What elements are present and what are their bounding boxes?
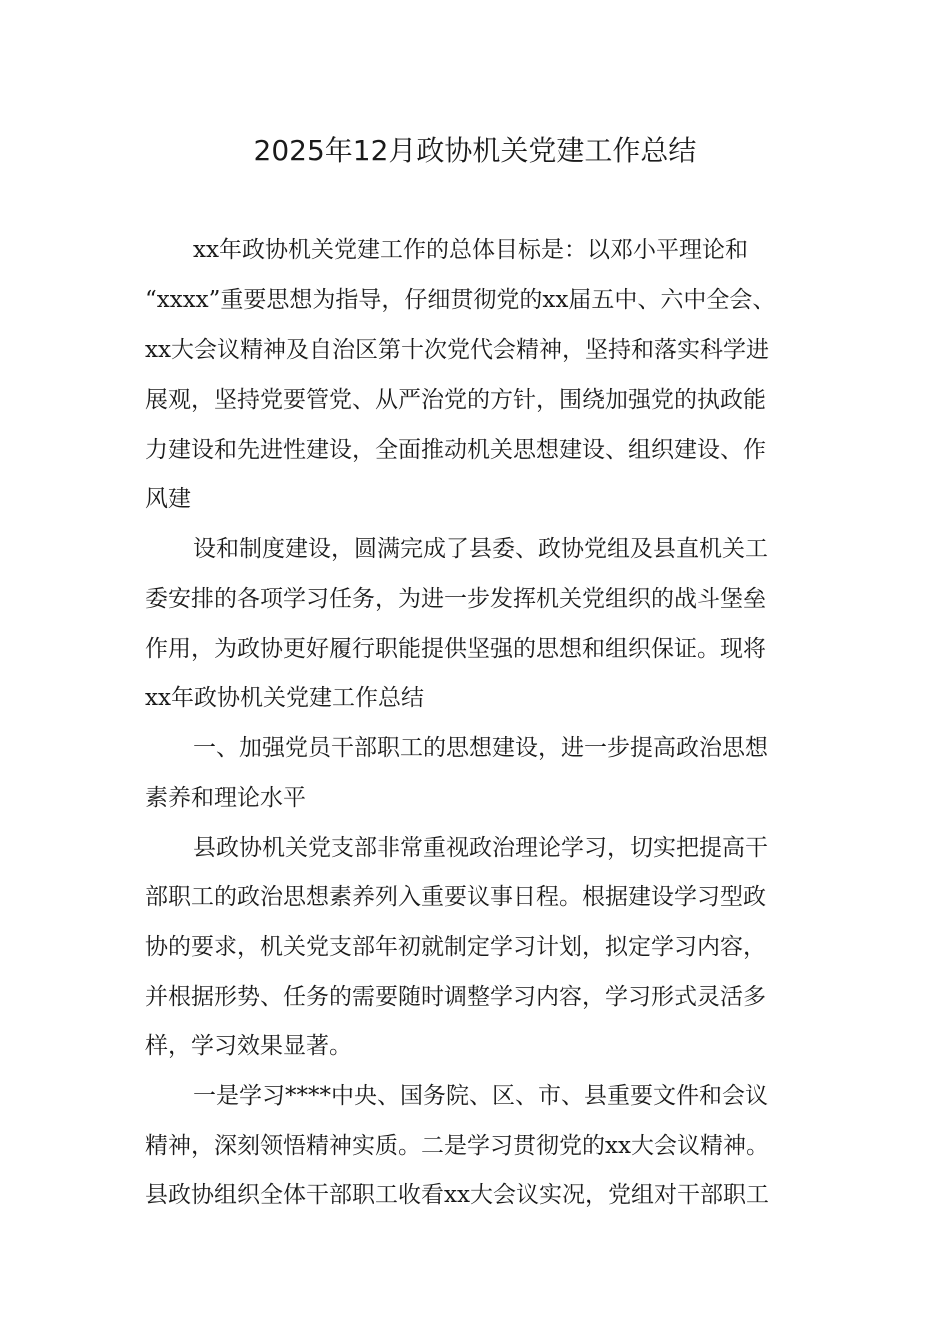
text-line-13-text: 县政协机关党支部非常重视政治理论学习，切实把提高干 [193, 835, 768, 861]
text-line-13 [0, 830, 950, 866]
text-line-9-text: 作用，为政协更好履行职能提供坚强的思想和组织保证。现将 [145, 636, 766, 662]
text-line-4-text: 展观，坚持党要管党、从严治党的方针，围绕加强党的执政能 [145, 387, 766, 413]
text-line-5-text: 力建设和先进性建设，全面推动机关思想建设、组织建设、作 [145, 437, 766, 463]
text-line-9 [0, 631, 950, 667]
text-line-20 [0, 1177, 950, 1213]
text-line-3-text: xx大会议精神及自治区第十次党代会精神，坚持和落实科学进 [145, 337, 769, 363]
text-line-11 [0, 730, 950, 766]
text-line-16 [0, 979, 950, 1015]
text-line-1 [0, 232, 950, 268]
text-line-20-text: 县政协组织全体干部职工收看xx大会议实况，党组对干部职工 [145, 1182, 769, 1208]
text-line-17-text: 样，学习效果显著。 [145, 1033, 352, 1059]
text-line-10 [0, 680, 950, 716]
text-line-4 [0, 382, 950, 418]
text-line-16-text: 并根据形势、任务的需要随时调整学习内容，学习形式灵活多 [145, 984, 766, 1010]
text-line-11-text: 一、加强党员干部职工的思想建设，进一步提高政治思想 [193, 735, 768, 761]
text-line-8 [0, 581, 950, 617]
text-line-14 [0, 879, 950, 915]
text-line-14-text: 部职工的政治思想素养列入重要议事日程。根据建设学习型政 [145, 884, 766, 910]
text-line-18-text: 一是学习****中央、国务院、区、市、县重要文件和会议 [193, 1083, 768, 1109]
text-line-18 [0, 1078, 950, 1114]
text-line-12 [0, 780, 950, 816]
text-line-10-text: xx年政协机关党建工作总结 [145, 685, 424, 711]
text-line-15-text: 协的要求，机关党支部年初就制定学习计划，拟定学习内容， [145, 934, 766, 960]
text-line-12-text: 素养和理论水平 [145, 785, 306, 811]
text-line-7 [0, 531, 950, 567]
text-line-8-text: 委安排的各项学习任务，为进一步发挥机关党组织的战斗堡垒 [145, 586, 766, 612]
text-line-7-text: 设和制度建设，圆满完成了县委、政协党组及县直机关工 [193, 536, 768, 562]
text-line-19 [0, 1128, 950, 1164]
text-line-2-text: “xxxx”重要思想为指导，仔细贯彻党的xx届五中、六中全会、 [145, 287, 776, 313]
text-line-2 [0, 282, 950, 318]
text-line-1-text: xx年政协机关党建工作的总体目标是：以邓小平理论和 [193, 237, 748, 263]
text-line-15 [0, 929, 950, 965]
text-line-17 [0, 1028, 950, 1064]
text-line-5 [0, 432, 950, 468]
text-line-3 [0, 332, 950, 368]
text-line-6 [0, 481, 950, 517]
text-line-19-text: 精神，深刻领悟精神实质。二是学习贯彻党的xx大会议精神。 [145, 1133, 769, 1159]
text-line-6-text: 风建 [145, 486, 191, 512]
document-title: 2025年12月政协机关党建工作总结 [253, 134, 697, 167]
